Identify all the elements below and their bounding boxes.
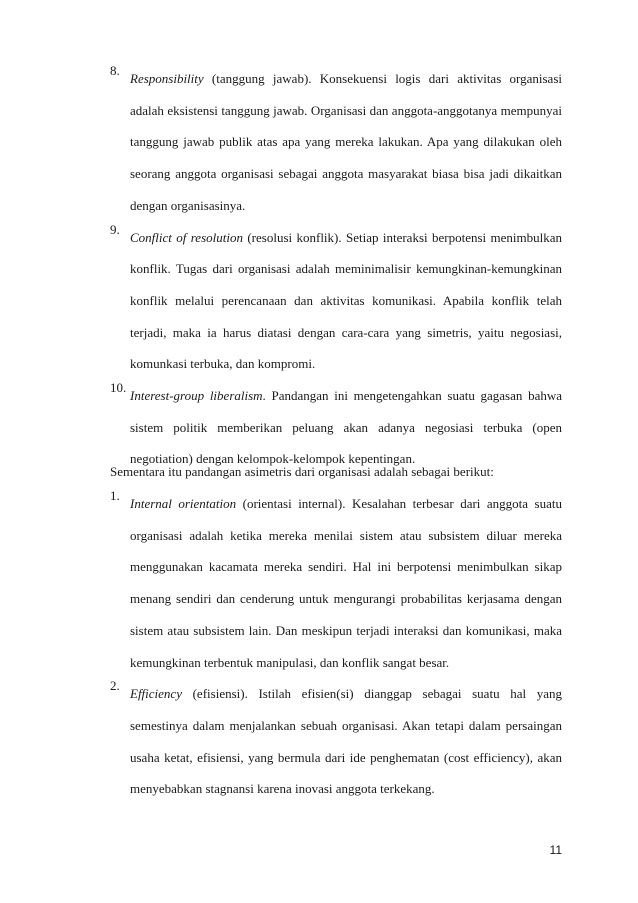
list-item xyxy=(110,678,562,805)
item-text: (efisiensi). Istilah efisien(si) dianggap sebagai suatu hal yang semestinya dalam menjalankan sebuah organisasi. Akan tetapi dalam persaingan usaha ketat, efisiensi, yang bermula dari ide penghematan (cost efficiency), akan menyebabkan stagnansi karena inovasi anggota terkekang. xyxy=(130,686,562,797)
intro-paragraph: Sementara itu pandangan asimetris dari organisasi adalah sebagai berikut: xyxy=(110,464,494,479)
item-term: Efficiency xyxy=(130,686,182,702)
item-body xyxy=(130,488,562,678)
item-number: 10. xyxy=(110,380,127,396)
list-item xyxy=(110,222,562,381)
item-body xyxy=(130,222,562,381)
list-asymmetric xyxy=(110,488,562,805)
item-text: (tanggung jawab). Konsekuensi logis dari aktivitas organisasi adalah eksistensi tanggung jawab. Organisasi dan anggota-anggotanya mempunyai tanggung jawab publik atas apa yang mereka lakukan. Apa yang dilakukan oleh seorang anggota organisasi sebagai anggota masyarakat biasa bisa jadi dikaitkan dengan organisasinya. xyxy=(130,71,562,213)
list-item xyxy=(110,488,562,678)
item-text: (orientasi internal). Kesalahan terbesar dari anggota suatu organisasi adalah ketika mereka menilai sistem atau subsistem diluar mereka menggunakan kacamata mereka sendiri. Hal ini berpotensi menimbulkan sikap menang sendiri dan cenderung untuk mengurangi probabilitas kerjasama dengan sistem atau subsistem lain. Dan meskipun terjadi interaksi dan komunikasi, maka kemungkinan terbentuk manipulasi, dan konflik sangat besar. xyxy=(130,496,562,670)
list-item xyxy=(110,63,562,222)
item-term: Interest-group liberalism xyxy=(130,388,263,404)
item-text: (resolusi konflik). Setiap interaksi berpotensi menimbulkan konflik. Tugas dari organisasi adalah meminimalisir kemungkinan-kemungkinan konflik melalui perencanaan dan aktivitas komunikasi. Apabila konflik telah terjadi, maka ia harus diatasi dengan cara-cara yang simetris, yaitu negosiasi, komunkasi terbuka, dan kompromi. xyxy=(130,229,562,372)
page-number: 11 xyxy=(549,843,562,857)
item-body xyxy=(130,678,562,805)
item-text: . Pandangan ini mengetengahkan suatu gagasan bahwa sistem politik memberikan peluang akan adanya negosiasi terbuka (open negotiation) dengan kelompok-kelompok kepentingan. xyxy=(130,388,562,467)
item-number: 8. xyxy=(110,63,120,78)
item-number: 2. xyxy=(110,678,120,694)
item-term: Internal orientation xyxy=(130,496,237,511)
item-body xyxy=(130,63,562,222)
item-number: 1. xyxy=(110,488,120,503)
list-symmetric xyxy=(110,63,562,475)
item-term: Conflict of resolution xyxy=(130,229,243,245)
item-number: 9. xyxy=(110,221,120,237)
item-term: Responsibility xyxy=(130,71,204,86)
